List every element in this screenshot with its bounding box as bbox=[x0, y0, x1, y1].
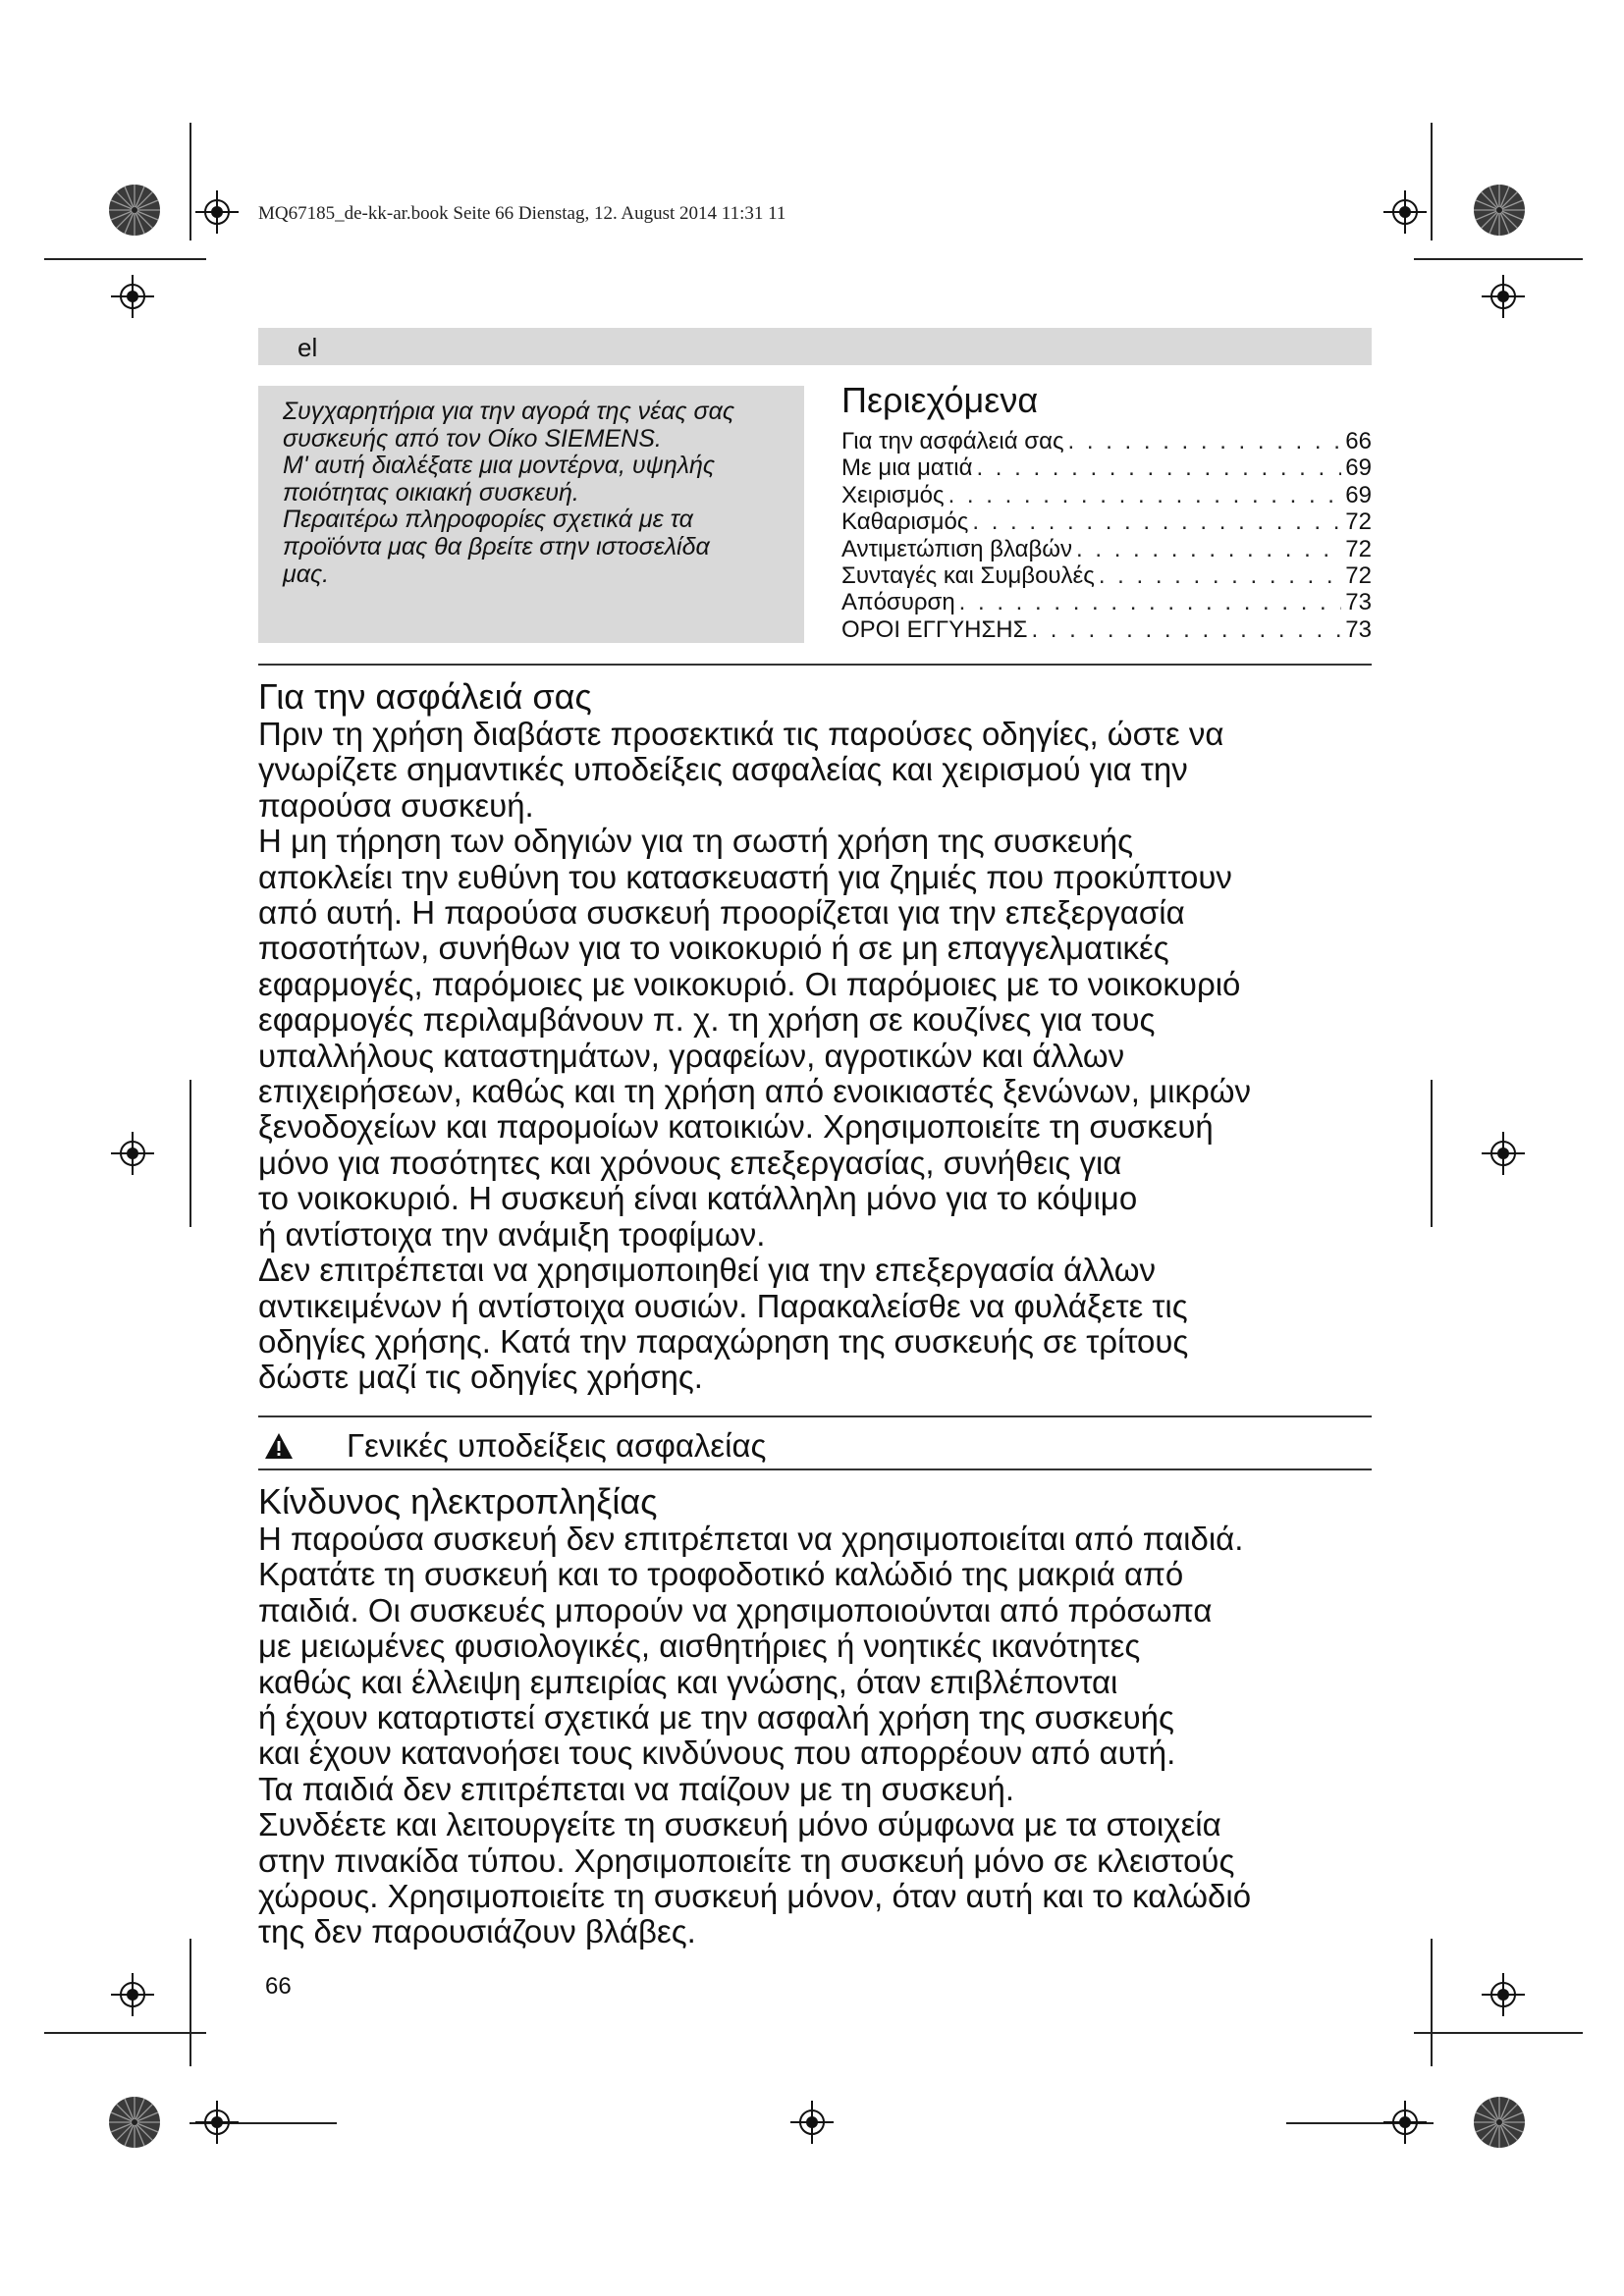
safety-body-line: μόνο για ποσότητες και χρόνους επεξεργασίας, συνήθεις για bbox=[258, 1144, 1122, 1181]
toc-entry bbox=[841, 508, 1372, 535]
registration-mark-icon bbox=[111, 275, 154, 318]
toc-entry bbox=[841, 454, 1372, 481]
starburst-target-icon bbox=[1473, 184, 1526, 237]
safety-body-line: υπαλλήλους καταστημάτων, γραφείων, αγροτικών και άλλων bbox=[258, 1037, 1125, 1074]
language-bar bbox=[258, 328, 1372, 365]
safety-lead-line: γνωρίζετε σημαντικές υποδείξεις ασφαλείας και χειρισμού για την bbox=[258, 751, 1188, 788]
registration-mark-icon bbox=[111, 1973, 154, 2016]
toc-entry-label: Για την ασφάλειά σας bbox=[841, 428, 1064, 454]
page-number: 66 bbox=[265, 1973, 292, 2000]
electric-shock-section bbox=[258, 1482, 1387, 1950]
safety-body-line: ξενοδοχείων και παρομοίων κατοικιών. Χρησιμοποιείτε τη συσκευή bbox=[258, 1108, 1214, 1146]
intro-box bbox=[258, 386, 804, 643]
toc-entry-label: Αντιμετώπιση βλαβών bbox=[841, 535, 1073, 562]
safety-body-line: Η μη τήρηση των οδηγιών για τη σωστή χρήση της συσκευής bbox=[258, 823, 1134, 860]
toc-entry-label: Με μια ματιά bbox=[841, 454, 973, 482]
registration-mark-icon bbox=[1383, 190, 1427, 234]
safety-lead-line: Πριν τη χρήση διαβάστε προσεκτικά τις παρούσες οδηγίες, ώστε να bbox=[258, 716, 1224, 752]
electric-body-line: Κρατάτε τη συσκευή και το τροφοδοτικό καλώδιό της μακριά από bbox=[258, 1556, 1184, 1593]
safety-body-line: εφαρμογές περιλαμβάνουν π. χ. τη χρήση σε κουζίνες για τους bbox=[258, 1001, 1156, 1039]
safety-body-line: εφαρμογές, παρόμοιες με νοικοκυριό. Οι παρόμοιες με το νοικοκυριό bbox=[258, 965, 1241, 1002]
warning-triangle-icon bbox=[264, 1432, 294, 1460]
section-divider bbox=[258, 1468, 1372, 1470]
safety-body-line: το νοικοκυριό. Η συσκευή είναι κατάλληλη μόνο για το κόψιμο bbox=[258, 1180, 1138, 1217]
safety-body-line: αποκλείει την ευθύνη του κατασκευαστή για ζημιές που προκύπτουν bbox=[258, 858, 1232, 895]
starburst-target-icon bbox=[108, 184, 161, 237]
table-of-contents bbox=[841, 379, 1372, 643]
toc-entry bbox=[841, 562, 1372, 589]
toc-entry bbox=[841, 536, 1372, 562]
language-label: el bbox=[298, 333, 318, 362]
electric-body-line: χώρους. Χρησιμοποιείτε τη συσκευή μόνον, όταν αυτή και το καλώδιό bbox=[258, 1878, 1252, 1915]
safety-section bbox=[258, 677, 1387, 1396]
safety-title: Για την ασφάλειά σας bbox=[258, 676, 592, 717]
electric-shock-title: Κίνδυνος ηλεκτροπληξίας bbox=[258, 1481, 658, 1522]
registration-mark-icon bbox=[1482, 275, 1525, 318]
electric-body-line: και έχουν κατανοήσει τους κινδύνους που απορρέουν από αυτή. bbox=[258, 1735, 1176, 1772]
toc-entry-page: 72 bbox=[1345, 562, 1372, 590]
electric-body-line: Συνδέετε και λειτουργείτε τη συσκευή μόνο σύμφωνα με τα στοιχεία bbox=[258, 1806, 1221, 1843]
starburst-target-icon bbox=[108, 2096, 161, 2149]
intro-line: προϊόντα μας θα βρείτε στην ιστοσελίδα bbox=[283, 532, 710, 561]
general-safety-title: Γενικές υποδείξεις ασφαλείας bbox=[347, 1427, 767, 1464]
toc-entry-label: Χειρισμός bbox=[841, 481, 945, 508]
intro-line: ποιότητας οικιακή συσκευή. bbox=[283, 478, 579, 507]
toc-entry-page: 73 bbox=[1345, 615, 1372, 643]
toc-entry-page: 72 bbox=[1345, 508, 1372, 536]
safety-body-line: Δεν επιτρέπεται να χρησιμοποιηθεί για την επεξεργασία άλλων bbox=[258, 1252, 1157, 1289]
safety-body-line: ή αντίστοιχα την ανάμιξη τροφίμων. bbox=[258, 1215, 766, 1253]
toc-entry-label: Συνταγές και Συμβουλές bbox=[841, 562, 1095, 590]
registration-mark-icon bbox=[790, 2101, 834, 2144]
intro-line: Περαιτέρω πληροφορίες σχετικά με τα bbox=[283, 506, 693, 534]
toc-entry-page: 69 bbox=[1345, 454, 1372, 482]
toc-entry-label: ΟΡΟΙ ΕΓΓΥΗΣΗΣ bbox=[841, 615, 1028, 643]
section-divider bbox=[258, 664, 1372, 666]
general-safety-heading bbox=[258, 1426, 1372, 1466]
intro-line: Μ' αυτή διαλέξατε μια μοντέρνα, υψηλής bbox=[283, 452, 716, 480]
safety-body-line: ποσοτήτων, συνήθων για το νοικοκυριό ή σε μη επαγγελματικές bbox=[258, 930, 1169, 967]
electric-body-line: καθώς και έλλειψη εμπειρίας και γνώσης, όταν επιβλέπονται bbox=[258, 1663, 1118, 1700]
toc-entry-page: 72 bbox=[1345, 535, 1372, 562]
toc-title: Περιεχόμενα bbox=[841, 380, 1039, 420]
toc-entry-label: Απόσυρση bbox=[841, 589, 955, 616]
electric-body-line: παιδιά. Οι συσκευές μπορούν να χρησιμοποιούνται από πρόσωπα bbox=[258, 1591, 1213, 1629]
electric-body-line: στην πινακίδα τύπου. Χρησιμοποιείτε τη συσκευή μόνο σε κλειστούς bbox=[258, 1842, 1235, 1879]
toc-entry bbox=[841, 616, 1372, 643]
registration-mark-icon bbox=[195, 2101, 239, 2144]
registration-mark-icon bbox=[195, 190, 239, 234]
toc-entry bbox=[841, 482, 1372, 508]
section-divider bbox=[258, 1415, 1372, 1417]
intro-line: συσκευής από τον Οίκο SIEMENS. bbox=[283, 424, 662, 453]
registration-mark-icon bbox=[1482, 1973, 1525, 2016]
safety-lead-line: παρούσα συσκευή. bbox=[258, 786, 534, 824]
safety-body-line: επιχειρήσεων, καθώς και τη χρήση από ενοικιαστές ξενώνων, μικρών bbox=[258, 1073, 1252, 1110]
electric-body-line: Η παρούσα συσκευή δεν επιτρέπεται να χρησιμοποιείται από παιδιά. bbox=[258, 1521, 1244, 1557]
registration-mark-icon bbox=[1383, 2101, 1427, 2144]
toc-entry-page: 66 bbox=[1345, 428, 1372, 454]
electric-body-line: Τα παιδιά δεν επιτρέπεται να παίζουν με τη συσκευή. bbox=[258, 1770, 1015, 1807]
electric-body-line: ή έχουν καταρτιστεί σχετικά με την ασφαλή χρήση της συσκευής bbox=[258, 1699, 1174, 1736]
toc-entry-label: Καθαρισμός bbox=[841, 508, 969, 536]
electric-body-line: με μειωμένες φυσιολογικές, αισθητήριες ή νοητικές ικανότητες bbox=[258, 1628, 1141, 1665]
toc-entry bbox=[841, 428, 1372, 454]
starburst-target-icon bbox=[1473, 2096, 1526, 2149]
safety-body-line: δώστε μαζί τις οδηγίες χρήσης. bbox=[258, 1359, 703, 1396]
safety-body-line: αντικειμένων ή αντίστοιχα ουσιών. Παρακαλείσθε να φυλάξετε τις bbox=[258, 1287, 1188, 1324]
toc-entry-page: 69 bbox=[1345, 481, 1372, 508]
toc-entry-page: 73 bbox=[1345, 589, 1372, 616]
safety-body-line: οδηγίες χρήσης. Κατά την παραχώρηση της συσκευής σε τρίτους bbox=[258, 1322, 1189, 1360]
electric-body-line: της δεν παρουσιάζουν βλάβες. bbox=[258, 1913, 696, 1950]
intro-line: Συγχαρητήρια για την αγορά της νέας σας bbox=[283, 398, 735, 425]
toc-entry bbox=[841, 589, 1372, 615]
intro-line: μας. bbox=[283, 560, 330, 588]
safety-body-line: από αυτή. Η παρούσα συσκευή προορίζεται για την επεξεργασία bbox=[258, 894, 1185, 932]
registration-mark-icon bbox=[1482, 1132, 1525, 1175]
registration-mark-icon bbox=[111, 1132, 154, 1175]
book-header-line: MQ67185_de-kk-ar.book Seite 66 Dienstag, 12. August 2014 11:31 11 bbox=[258, 203, 786, 224]
